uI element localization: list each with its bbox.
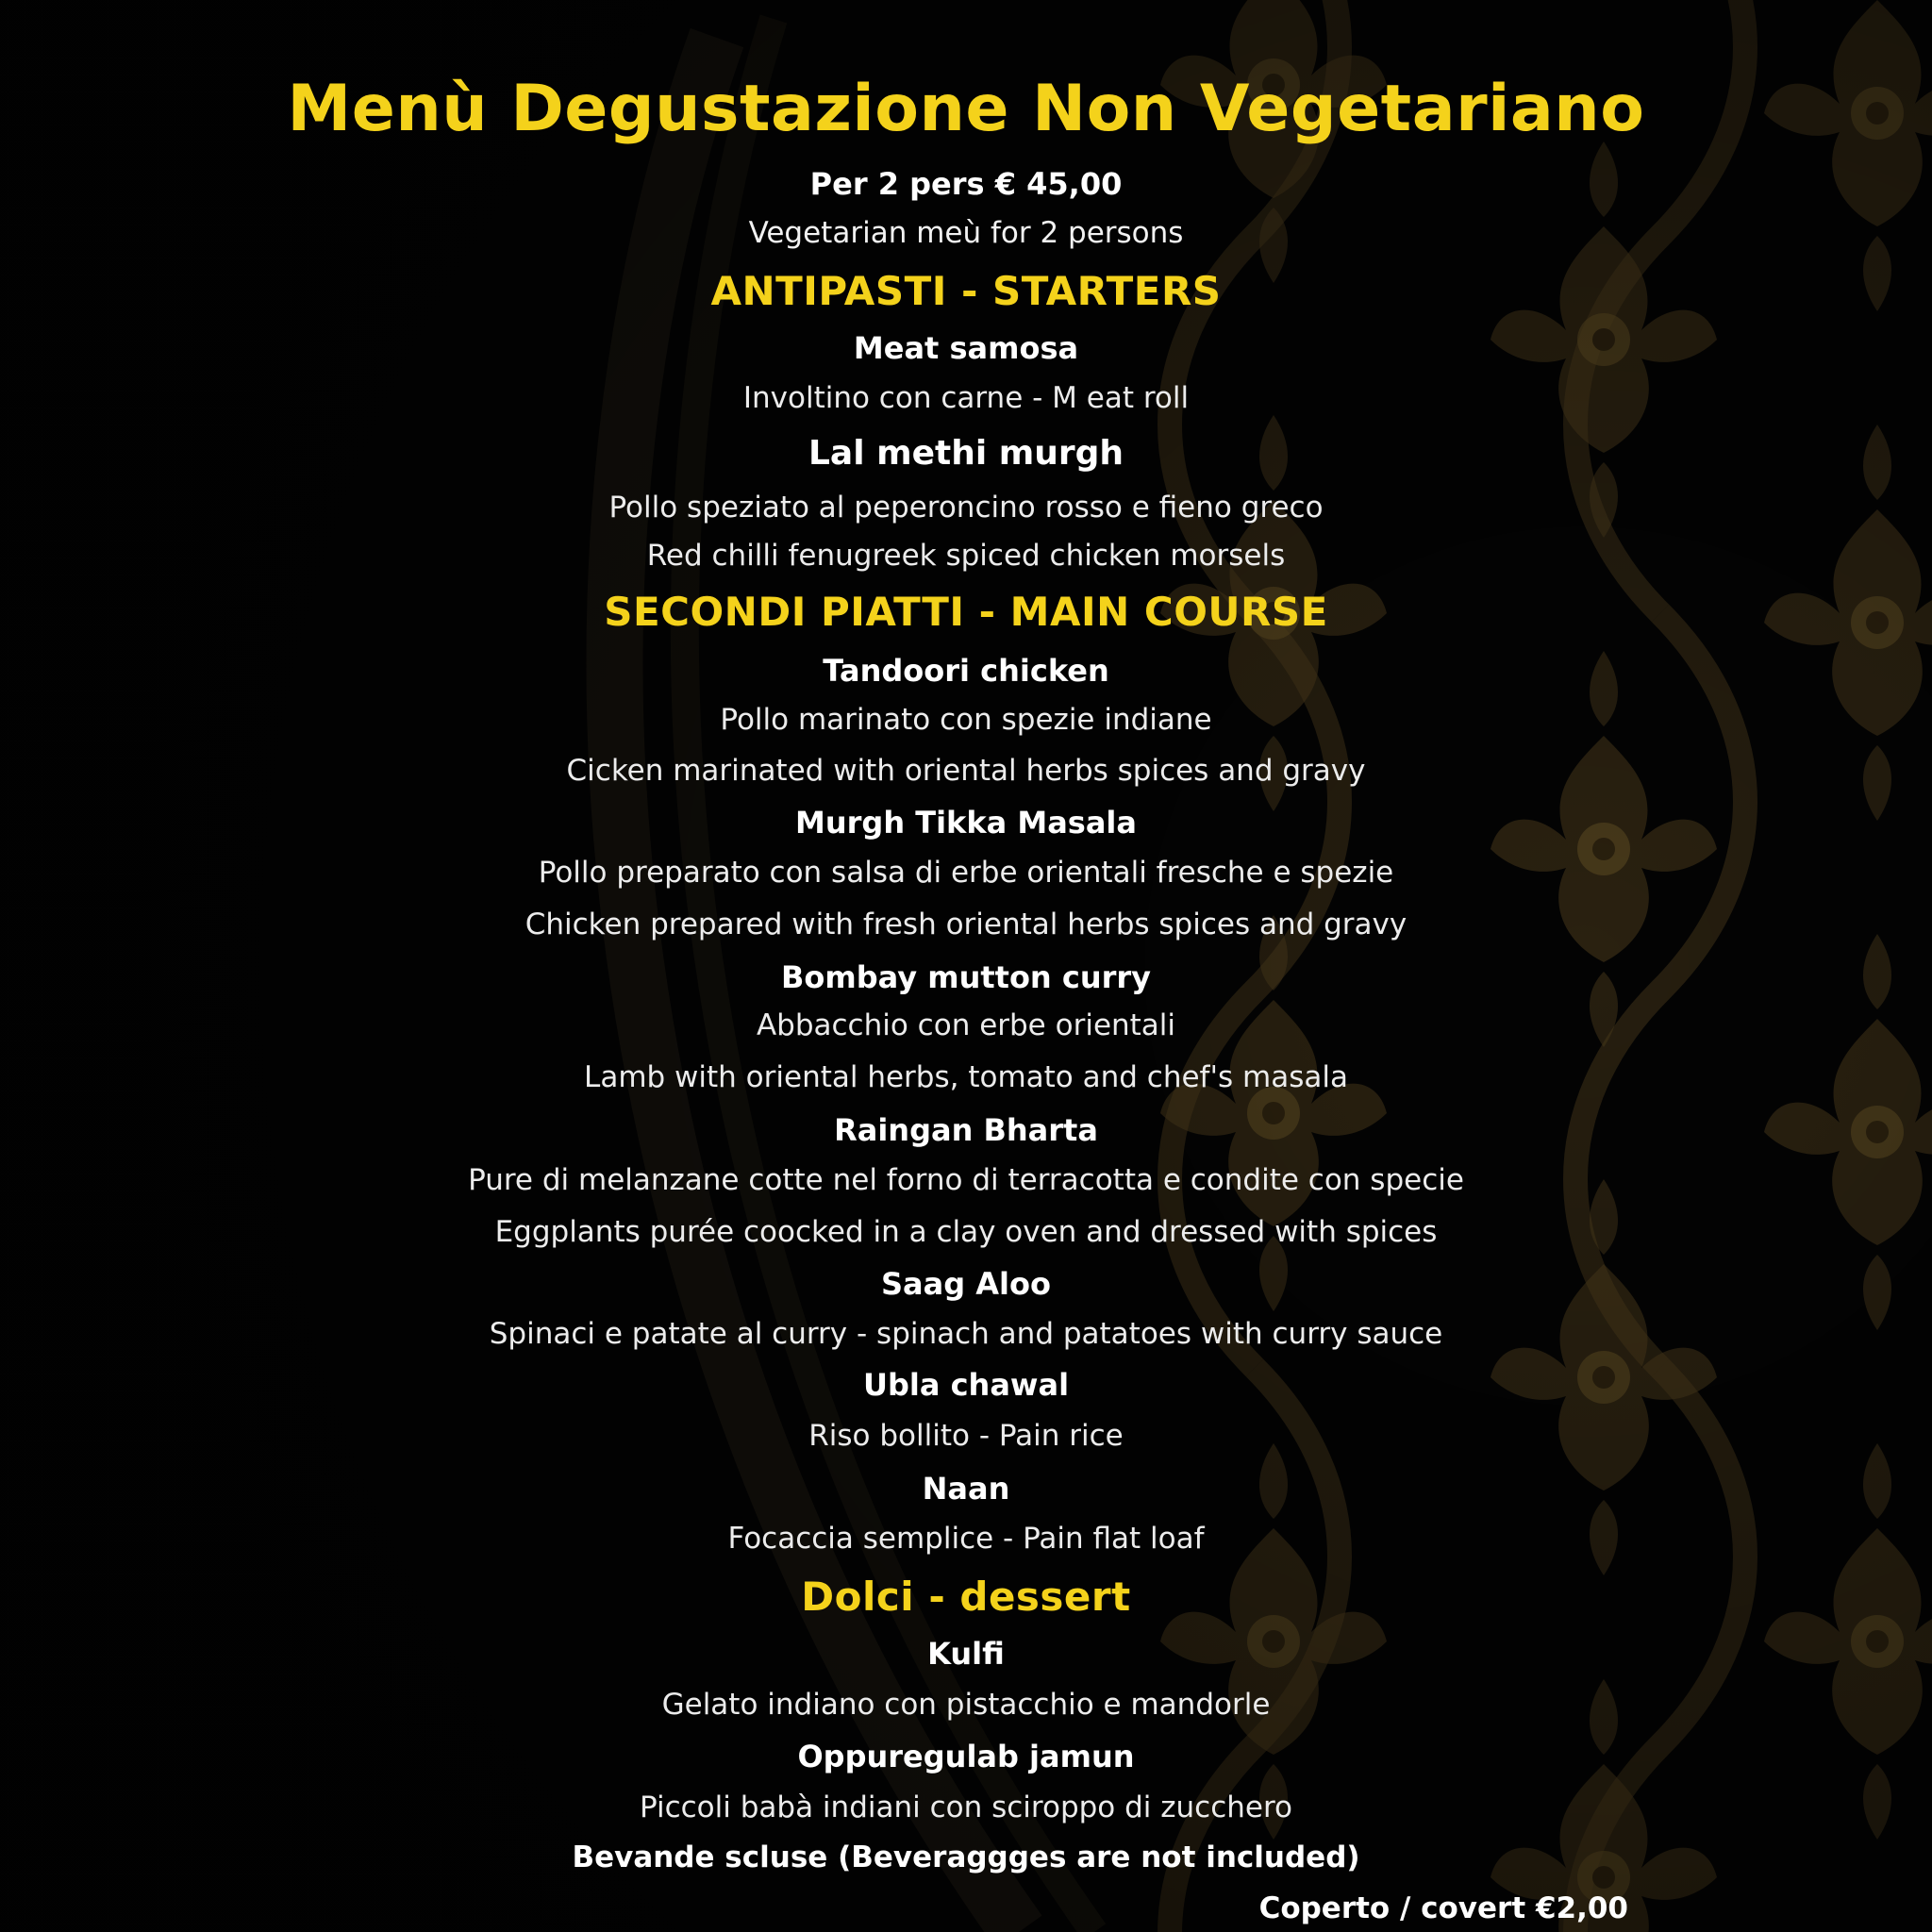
dish-description: Pollo speziato al peperoncino rosso e fieno greco: [608, 491, 1324, 525]
section-heading-starters: ANTIPASTI - STARTERS: [710, 268, 1222, 314]
dish-name: Murgh Tikka Masala: [795, 805, 1137, 841]
dish-name: Tandoori chicken: [823, 653, 1109, 689]
section-heading-main-course: SECONDI PIATTI - MAIN COURSE: [604, 589, 1328, 635]
dish-name: Raingan Bharta: [834, 1112, 1098, 1148]
section-heading-dessert: Dolci - dessert: [801, 1574, 1131, 1620]
dish-description: Lamb with oriental herbs, tomato and chef's masala: [584, 1060, 1348, 1094]
cover-charge: Coperto / covert €2,00: [1258, 1891, 1628, 1925]
dish-name: Oppuregulab jamun: [797, 1739, 1135, 1774]
dish-description: Red chilli fenugreek spiced chicken morsels: [646, 539, 1286, 573]
dish-description: Chicken prepared with fresh oriental herbs spices and gravy: [525, 908, 1407, 941]
dish-description: Riso bollito - Pain rice: [808, 1419, 1124, 1453]
dish-description: Eggplants purée coocked in a clay oven and dressed with spices: [494, 1215, 1438, 1249]
menu-title: Menù Degustazione Non Vegetariano: [287, 72, 1645, 146]
dish-name: Kulfi: [927, 1636, 1005, 1672]
dish-description: Piccoli babà indiani con sciroppo di zucchero: [639, 1790, 1293, 1824]
dish-name: Lal methi murgh: [808, 434, 1124, 473]
dish-description: Pollo marinato con spezie indiane: [720, 703, 1212, 737]
dish-description: Focaccia semplice - Pain flat loaf: [727, 1522, 1205, 1556]
dish-name: Meat samosa: [853, 330, 1079, 366]
beverages-note: Bevande scluse (Beveraggges are not included): [572, 1840, 1360, 1874]
dish-name: Naan: [922, 1471, 1010, 1507]
dish-name: Saag Aloo: [881, 1266, 1051, 1302]
dish-description: Spinaci e patate al curry - spinach and patatoes with curry sauce: [489, 1317, 1443, 1351]
dish-description: Abbacchio con erbe orientali: [756, 1008, 1176, 1042]
dish-description: Pollo preparato con salsa di erbe orientali fresche e spezie: [538, 856, 1394, 890]
dish-name: Bombay mutton curry: [780, 959, 1152, 995]
menu-price: Per 2 pers € 45,00: [809, 166, 1123, 202]
menu-subtitle: Vegetarian meù for 2 persons: [748, 216, 1184, 250]
dish-description: Cicken marinated with oriental herbs spices and gravy: [566, 754, 1366, 788]
dish-description: Involtino con carne - M eat roll: [742, 381, 1190, 415]
dish-description: Pure di melanzane cotte nel forno di terracotta e condite con specie: [468, 1163, 1464, 1197]
dish-name: Ubla chawal: [862, 1367, 1070, 1403]
dish-description: Gelato indiano con pistacchio e mandorle: [661, 1688, 1271, 1722]
